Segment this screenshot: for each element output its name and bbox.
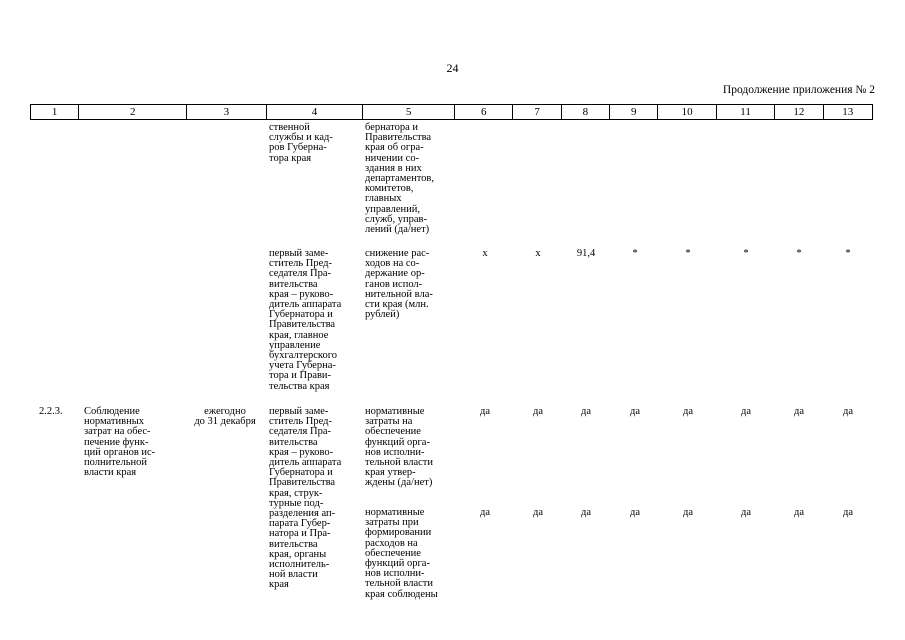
activity-name: Соблюдение нормативных затрат на обес- печение функ- ций органов ис- полнительной власти края: [84, 406, 156, 479]
column-header: 5: [363, 105, 455, 120]
indicator-value: да: [793, 406, 804, 417]
indicator-value: да: [532, 406, 543, 417]
indicator-value: х: [482, 248, 488, 259]
indicator-value: да: [842, 507, 853, 518]
deadline: ежегодно до 31 декабря: [194, 406, 256, 428]
indicator-value: *: [845, 248, 851, 259]
indicator-value: да: [580, 507, 591, 518]
column-header: 2: [79, 105, 187, 120]
indicator-value: да: [629, 406, 640, 417]
indicator-name: бернатора и Правительства края об огра- ничении со- здания в них департаментов, комитетов, главных управлений, служб, управ- лений (да/нет): [365, 122, 434, 236]
column-header: 1: [31, 105, 79, 120]
column-header: 9: [610, 105, 658, 120]
column-header-table: [30, 104, 873, 120]
indicator-value: да: [532, 507, 543, 518]
indicator-value: *: [685, 248, 691, 259]
column-header: 11: [716, 105, 774, 120]
indicator-value: да: [479, 406, 490, 417]
responsible-executor: первый заме- ститель Пред- седателя Пра- вительства края – руково- дитель аппарата Губернатора и Правительства края, струк- турные под- разделения ап- парата Губер- натора и Пра- вительства края, органы исполнитель- ной власти края: [269, 406, 342, 591]
indicator-value: да: [682, 507, 693, 518]
indicator-value: *: [796, 248, 802, 259]
column-header: 7: [513, 105, 561, 120]
indicator-name: нормативные затраты при формировании расходов на обеспечение функций орга- нов исполни- тельной власти края соблюдены: [365, 507, 438, 600]
indicator-value: *: [632, 248, 638, 259]
responsible-executor: первый заме- ститель Пред- седателя Пра- вительства края – руково- дитель аппарата Губернатора и Правительства края, главное управление бухгалтерского учета Губерна- тора и Прави- тельства края: [269, 248, 342, 392]
continuation-label: Продолжение приложения № 2: [722, 84, 875, 96]
responsible-executor: ственной службы и кад- ров Губерна- тора края: [269, 122, 333, 164]
column-header: 12: [775, 105, 823, 120]
indicator-value: да: [629, 507, 640, 518]
indicator-value: х: [535, 248, 541, 259]
indicator-value: да: [682, 406, 693, 417]
indicator-value: да: [740, 507, 751, 518]
indicator-value: да: [580, 406, 591, 417]
column-header: 13: [823, 105, 872, 120]
indicator-value: 91,4: [576, 248, 596, 259]
column-header: 8: [561, 105, 609, 120]
indicator-name: нормативные затраты на обеспечение функций орга- нов исполни- тельной власти края утвер- ждены (да/нет): [365, 406, 433, 489]
item-number: 2.2.3.: [39, 406, 63, 417]
page-number: 24: [446, 61, 459, 75]
indicator-value: да: [479, 507, 490, 518]
indicator-value: да: [793, 507, 804, 518]
indicator-name: снижение рас- ходов на со- держание ор- ганов испол- нительной вла- сти края (млн. рублей): [365, 248, 433, 321]
column-header: 3: [187, 105, 267, 120]
indicator-value: да: [842, 406, 853, 417]
column-header: 6: [455, 105, 513, 120]
indicator-value: да: [740, 406, 751, 417]
indicator-value: *: [743, 248, 749, 259]
column-header: 10: [658, 105, 716, 120]
column-header: 4: [266, 105, 363, 120]
